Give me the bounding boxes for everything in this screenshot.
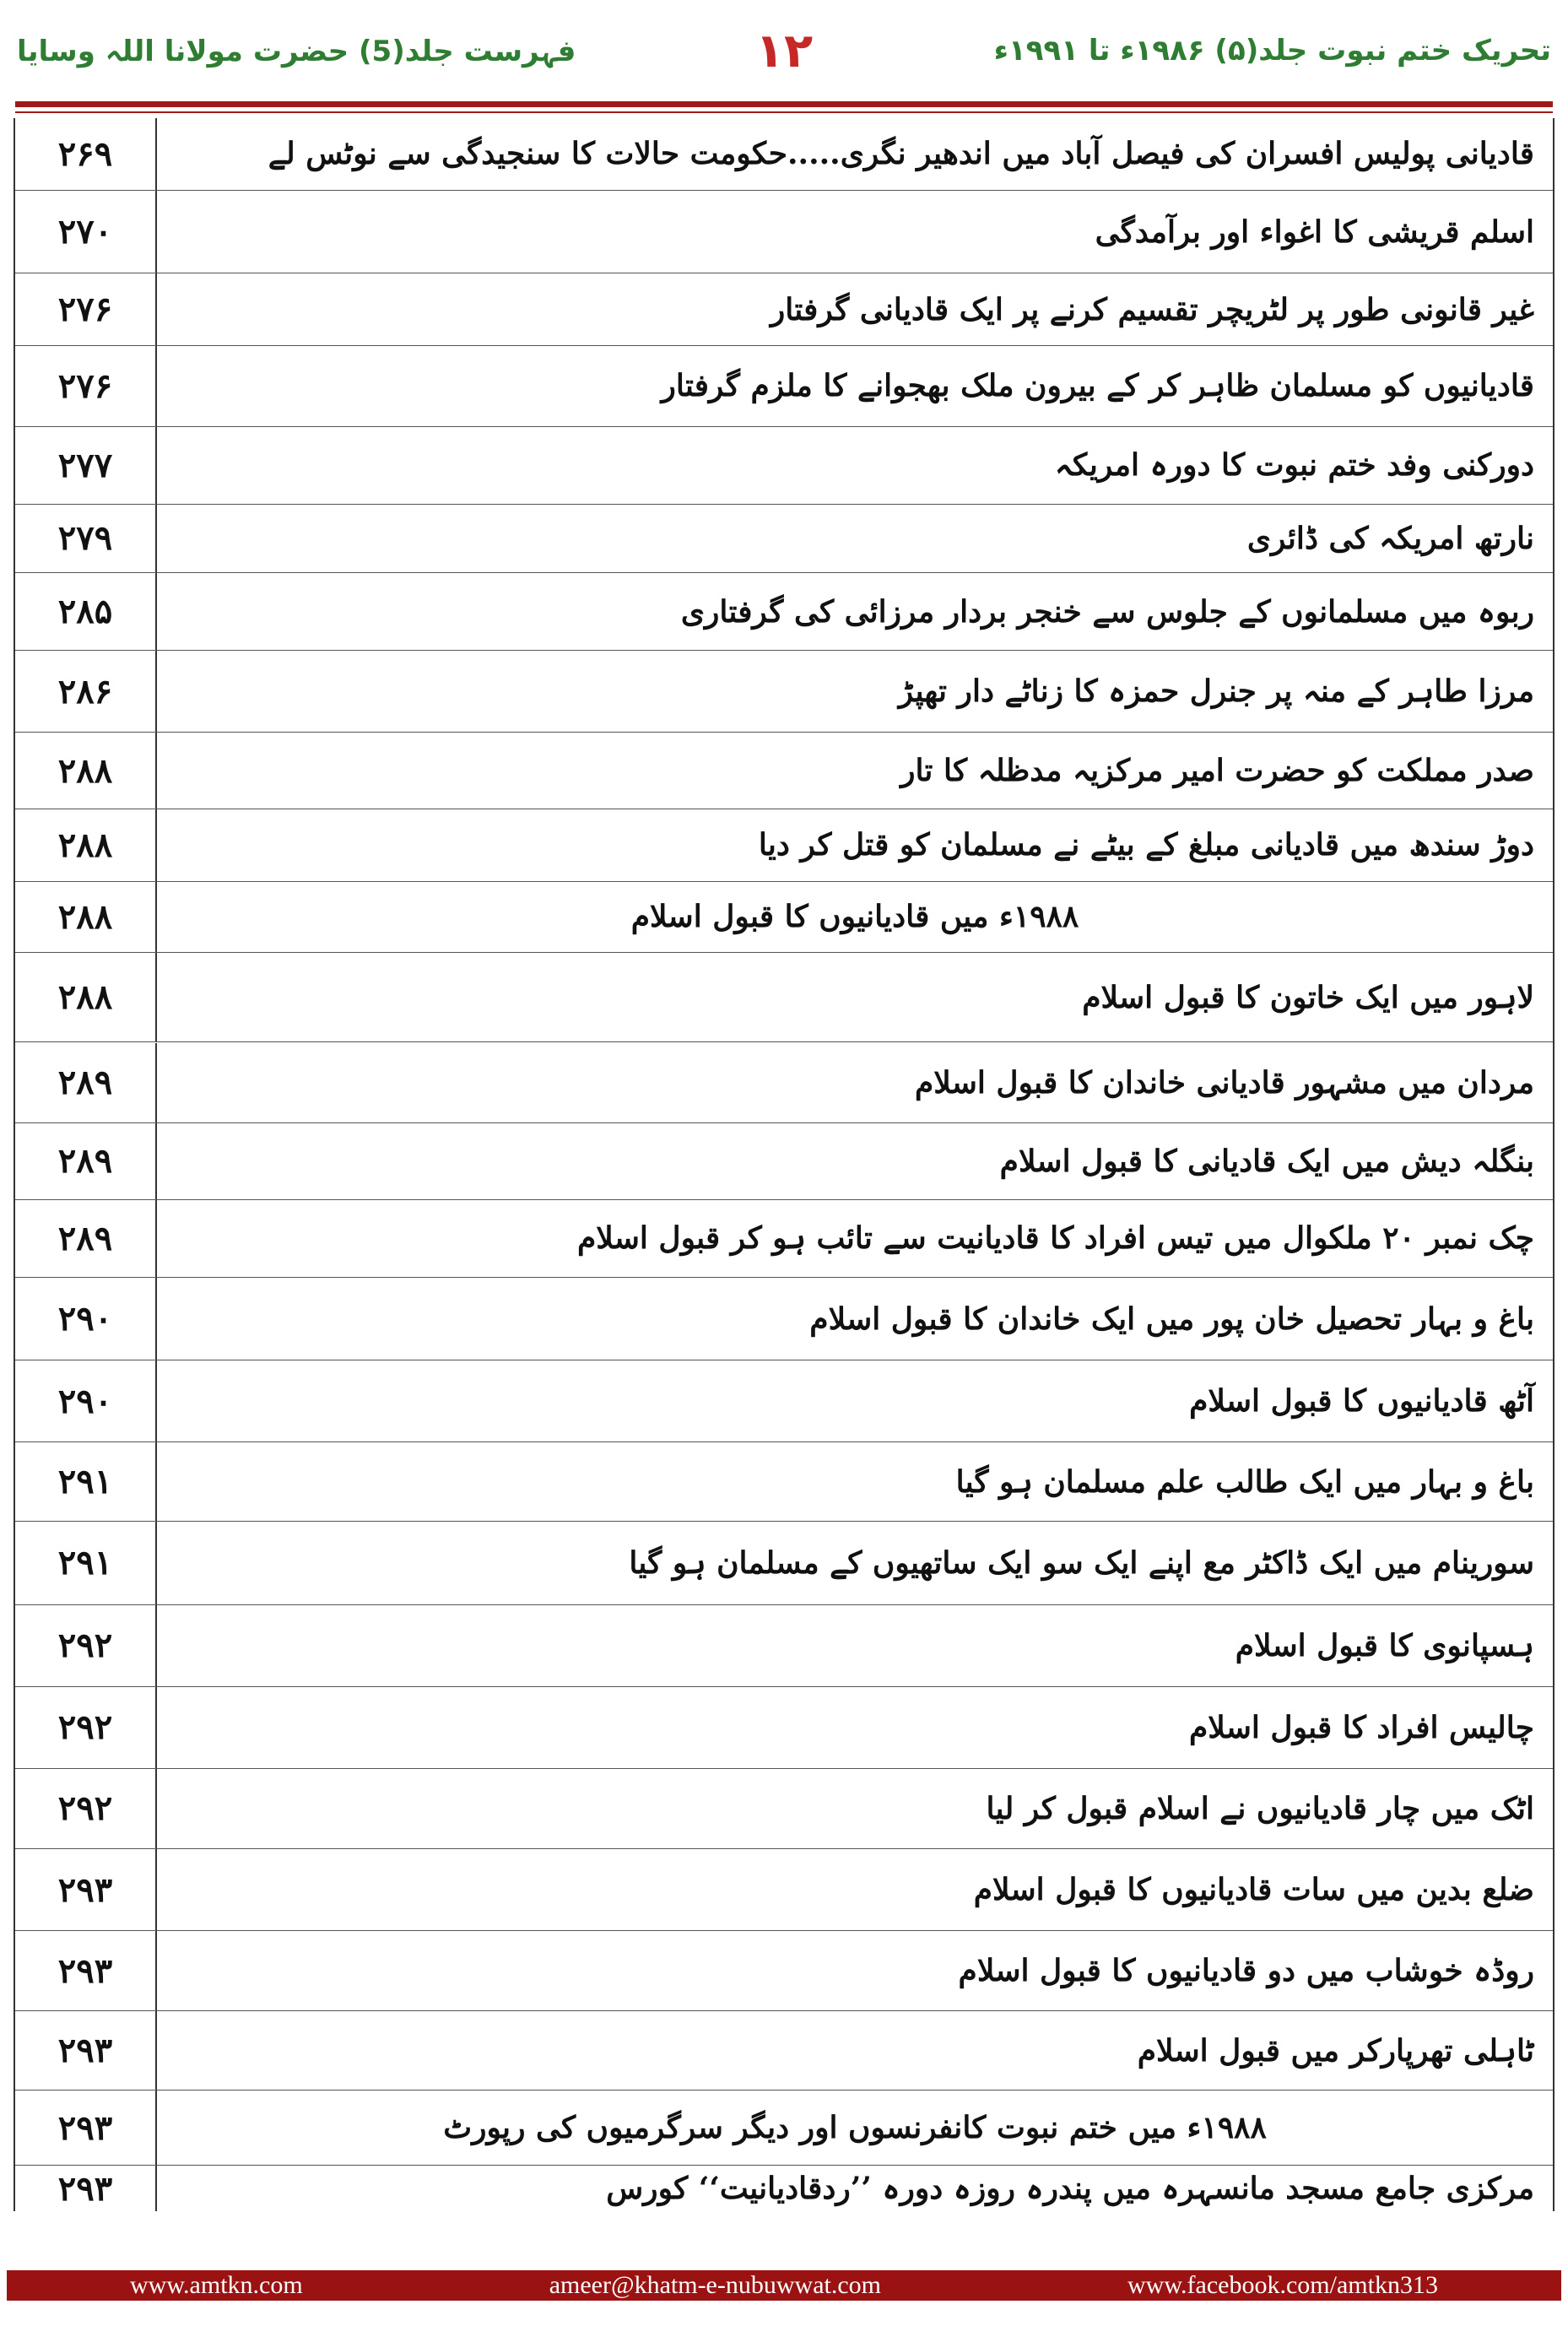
toc-entry-title: مرکزی جامع مسجد مانسہرہ میں پندرہ روزہ دورہ ’’ردقادیانیت‘‘ کورس bbox=[606, 2171, 1534, 2207]
toc-entry-title: ربوہ میں مسلمانوں کے جلوس سے خنجر بردار مرزائی کی گرفتاری bbox=[680, 593, 1534, 630]
toc-row bbox=[15, 1687, 1553, 1769]
toc-page-number: ۲۸۶ bbox=[15, 651, 157, 732]
page-number: ۱۲ bbox=[754, 24, 814, 78]
toc-page-number: ۲۸۹ bbox=[15, 1200, 157, 1277]
toc-row bbox=[15, 1931, 1553, 2011]
toc-page-number: ۲۷۷ bbox=[15, 427, 157, 504]
toc-entry-title: نارتھ امریکہ کی ڈائری bbox=[1246, 520, 1534, 556]
toc-page-number: ۲۸۸ bbox=[15, 733, 157, 809]
toc-entry-title: ضلع بدین میں سات قادیانیوں کا قبول اسلام bbox=[973, 1872, 1534, 1908]
toc-row bbox=[15, 573, 1553, 651]
toc-row bbox=[15, 2011, 1553, 2090]
page-footer bbox=[7, 2270, 1561, 2301]
toc-page-number: ۲۷۶ bbox=[15, 273, 157, 345]
toc-row bbox=[15, 427, 1553, 505]
toc-row bbox=[15, 1605, 1553, 1687]
toc-entry-title: مرزا طاہر کے منہ پر جنرل حمزہ کا زناٹے دار تھپڑ bbox=[898, 673, 1534, 710]
toc-row bbox=[15, 1442, 1553, 1522]
toc-entry-title: غیر قانونی طور پر لٹریچر تقسیم کرنے پر ایک قادیانی گرفتار bbox=[770, 291, 1534, 327]
website-link[interactable]: www.amtkn.com bbox=[130, 2271, 303, 2299]
toc-entry-title: چالیس افراد کا قبول اسلام bbox=[1188, 1709, 1534, 1745]
toc-row bbox=[15, 191, 1553, 274]
toc-page-number: ۲۹۲ bbox=[15, 1605, 157, 1686]
toc-row bbox=[15, 2090, 1553, 2166]
email-link[interactable]: ameer@khatm-e-nubuwwat.com bbox=[549, 2271, 881, 2299]
toc-row bbox=[15, 1278, 1553, 1361]
toc-page-number: ۲۶۹ bbox=[15, 118, 157, 190]
toc-row bbox=[15, 953, 1553, 1043]
toc-row bbox=[15, 1769, 1553, 1849]
toc-page-number: ۲۸۹ bbox=[15, 1123, 157, 1199]
toc-page-number: ۲۸۸ bbox=[15, 809, 157, 881]
toc-entry-title: ۱۹۸۸ء میں قادیانیوں کا قبول اسلام bbox=[630, 899, 1079, 935]
toc-row bbox=[15, 273, 1553, 346]
toc-row bbox=[15, 2166, 1553, 2211]
toc-entry-title: دورکنی وفد ختم نبوت کا دورہ امریکہ bbox=[1054, 447, 1534, 484]
toc-row bbox=[15, 1200, 1553, 1278]
facebook-link[interactable]: www.facebook.com/amtkn313 bbox=[1127, 2271, 1438, 2299]
toc-entry-title: ٹاہلی تھرپارکر میں قبول اسلام bbox=[1137, 2032, 1534, 2069]
toc-row bbox=[15, 1043, 1553, 1123]
toc-page-number: ۲۹۳ bbox=[15, 2090, 157, 2165]
contents-table bbox=[14, 118, 1554, 2211]
toc-page-number: ۲۹۳ bbox=[15, 2011, 157, 2090]
toc-page-number: ۲۸۸ bbox=[15, 882, 157, 952]
toc-row bbox=[15, 882, 1553, 953]
toc-row bbox=[15, 505, 1553, 573]
toc-entry-title: آٹھ قادیانیوں کا قبول اسلام bbox=[1189, 1383, 1534, 1420]
toc-entry-title: چک نمبر ۲۰ ملکوال میں تیس افراد کا قادیانیت سے تائب ہو کر قبول اسلام bbox=[576, 1220, 1534, 1257]
toc-row bbox=[15, 1522, 1553, 1605]
toc-row bbox=[15, 1123, 1553, 1200]
page-header bbox=[0, 0, 1568, 101]
toc-entry-title: ۱۹۸۸ء میں ختم نبوت کانفرنسوں اور دیگر سرگرمیوں کی رپورٹ bbox=[443, 2110, 1267, 2146]
toc-page-number: ۲۹۲ bbox=[15, 1687, 157, 1768]
toc-row bbox=[15, 651, 1553, 733]
toc-entry-title: مردان میں مشہور قادیانی خاندان کا قبول اسلام bbox=[914, 1064, 1534, 1101]
toc-page-number: ۲۹۰ bbox=[15, 1278, 157, 1360]
toc-page-number: ۲۹۲ bbox=[15, 1769, 157, 1848]
toc-entry-title: اٹک میں چار قادیانیوں نے اسلام قبول کر لیا bbox=[986, 1790, 1534, 1826]
toc-entry-title: باغ و بہار میں ایک طالب علم مسلمان ہو گیا bbox=[955, 1463, 1534, 1500]
toc-page-number: ۲۸۸ bbox=[15, 953, 157, 1042]
toc-row bbox=[15, 809, 1553, 882]
toc-page-number: ۲۸۵ bbox=[15, 573, 157, 650]
toc-entry-title: باغ و بہار تحصیل خان پور میں ایک خاندان کا قبول اسلام bbox=[809, 1301, 1534, 1337]
toc-entry-title: قادیانی پولیس افسران کی فیصل آباد میں اندھیر نگری.....حکومت حالات کا سنجیدگی سے نوٹس لے bbox=[268, 136, 1534, 172]
toc-page-number: ۲۷۶ bbox=[15, 346, 157, 425]
toc-row bbox=[15, 1849, 1553, 1931]
toc-page-number: ۲۷۰ bbox=[15, 191, 157, 273]
header-rule-thin bbox=[15, 111, 1553, 113]
toc-entry-title: قادیانیوں کو مسلمان ظاہر کر کے بیرون ملک بھجوانے کا ملزم گرفتار bbox=[661, 368, 1534, 404]
toc-entry-title: بنگلہ دیش میں ایک قادیانی کا قبول اسلام bbox=[999, 1143, 1534, 1179]
book-title: تحریک ختم نبوت جلد(۵) ۱۹۸۶ء تا ۱۹۹۱ء bbox=[993, 34, 1551, 68]
toc-page-number: ۲۹۳ bbox=[15, 1931, 157, 2010]
toc-row bbox=[15, 1360, 1553, 1442]
toc-page-number: ۲۷۹ bbox=[15, 505, 157, 572]
toc-entry-title: لاہور میں ایک خاتون کا قبول اسلام bbox=[1082, 979, 1534, 1015]
toc-page-number: ۲۹۳ bbox=[15, 2166, 157, 2211]
toc-row bbox=[15, 733, 1553, 809]
header-rule-thick bbox=[15, 101, 1553, 107]
toc-entry-title: ہسپانوی کا قبول اسلام bbox=[1235, 1627, 1534, 1663]
toc-page-number: ۲۹۱ bbox=[15, 1522, 157, 1604]
toc-page-number: ۲۹۱ bbox=[15, 1442, 157, 1521]
toc-entry-title: سورینام میں ایک ڈاکٹر مع اپنے ایک سو ایک ساتھیوں کے مسلمان ہو گیا bbox=[629, 1544, 1534, 1581]
toc-entry-title: دوڑ سندھ میں قادیانی مبلغ کے بیٹے نے مسلمان کو قتل کر دیا bbox=[758, 827, 1534, 863]
index-title: فہرست جلد(5) حضرت مولانا اللہ وسایا bbox=[17, 35, 576, 68]
toc-page-number: ۲۹۳ bbox=[15, 1849, 157, 1930]
toc-row bbox=[15, 346, 1553, 426]
toc-row bbox=[15, 118, 1553, 191]
toc-page-number: ۲۸۹ bbox=[15, 1043, 157, 1122]
toc-entry-title: روڈہ خوشاب میں دو قادیانیوں کا قبول اسلام bbox=[958, 1953, 1534, 1989]
toc-entry-title: صدر مملکت کو حضرت امیر مرکزیہ مدظلہ کا تار bbox=[900, 753, 1534, 789]
toc-entry-title: اسلم قریشی کا اغواء اور برآمدگی bbox=[1095, 214, 1534, 250]
toc-page-number: ۲۹۰ bbox=[15, 1360, 157, 1441]
